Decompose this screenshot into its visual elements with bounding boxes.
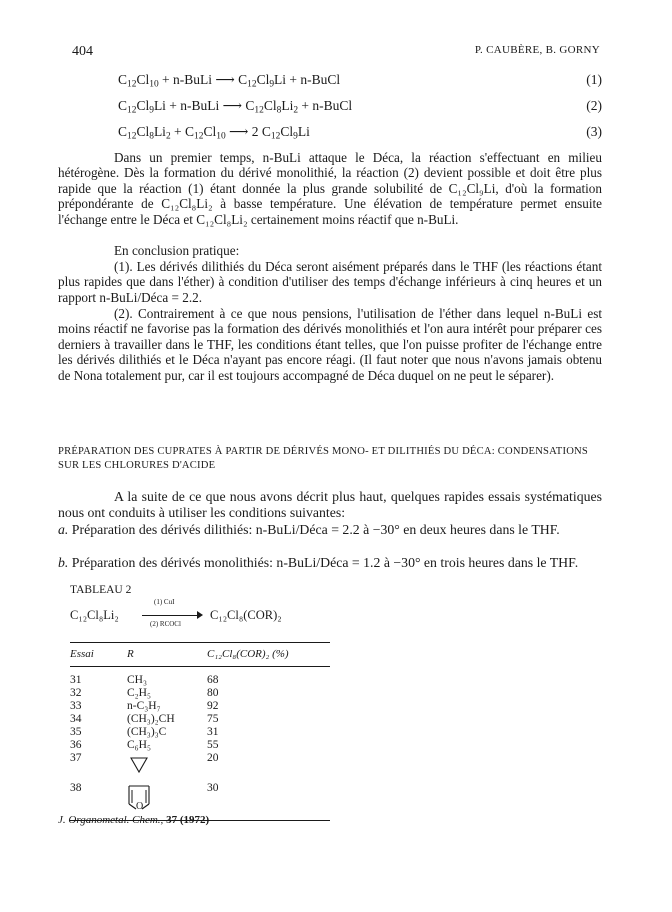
cell-essai: 33: [70, 700, 82, 712]
cell-yield: 92: [207, 700, 219, 712]
scheme-condition-2: (2) RCOCl: [150, 620, 181, 628]
journal-footer: [58, 814, 209, 826]
arrow-head-icon: [197, 611, 203, 619]
cell-yield: 31: [207, 726, 219, 738]
paragraph-point-1: (1). Les dérivés dilithiés du Déca seront aisément préparés dans le THF (les réactions étant plus rapides que dans l'éther) à condition d'utiliser des temps d'échange inférieurs à cinq heures et un rapport n-BuLi/Déca = 2.2.: [58, 259, 602, 305]
cell-yield: 20: [207, 752, 219, 764]
reaction-scheme: [70, 598, 390, 632]
cell-essai: 31: [70, 674, 82, 686]
condition-a-label: a.: [58, 522, 69, 537]
cell-yield: 80: [207, 687, 219, 699]
cyclopropyl-ring-icon: [130, 756, 148, 774]
cell-r: C₂H₅: [127, 687, 151, 699]
table-row: [70, 674, 330, 687]
paragraph-condition-b: [58, 555, 602, 571]
equation-1-formula: $C_{12}Cl_{10}$ + n-BuLi ⟶ $C_{12}Cl_9Li$ + n-BuCl: [118, 72, 341, 90]
ring-oxygen-label: O: [136, 801, 144, 812]
cell-essai: 32: [70, 687, 82, 699]
table-row: [70, 752, 330, 780]
paragraph-heterogeneous-medium: Dans un premier temps, n-BuLi attaque le Déca, la réaction s'effectuant en milieu hétérogène. Dès la formation du dérivé monolithié, la réaction (2) devient possible et doit être plus rapide que la réaction (1) étant donnée la plus grande solubilité de C₁₂Cl₉Li, d'où la formation prépondérante de C₁₂Cl₈Li₂ à basse température. Une élévation de température permet ensuite l'échange entre le Déca et C₁₂Cl₈Li₂ certainement moins réactif que n-BuLi.: [58, 150, 602, 227]
equation-2-number: (2): [586, 98, 602, 113]
equation-3-number: (3): [586, 124, 602, 139]
equation-1: [118, 72, 602, 90]
table-header-rule: [70, 666, 330, 667]
cell-essai: 34: [70, 713, 82, 725]
cell-essai: 37: [70, 752, 82, 764]
equation-2-formula: $C_{12}Cl_9Li$ + n-BuLi ⟶ $C_{12}Cl_8Li_2$ + n-BuCl: [118, 98, 353, 116]
cell-yield: 75: [207, 713, 219, 725]
equation-3: [118, 124, 602, 142]
condition-b-text: Préparation des dérivés monolithiés: n-BuLi/Déca = 1.2 à −30° en trois heures dans le THF.: [68, 555, 579, 570]
page-header: [72, 44, 600, 62]
table-row: [70, 687, 330, 700]
header-essai: Essai: [70, 648, 94, 660]
scheme-condition-1: (1) CuI: [154, 598, 175, 606]
condition-a-text: Préparation des dérivés dilithiés: n-BuLi/Déca = 2.2 à −30° en deux heures dans le THF.: [68, 522, 560, 537]
cell-r: C₆H₅: [127, 739, 151, 751]
table-row: [70, 726, 330, 739]
cell-r: (CH₃)₃C: [127, 726, 167, 738]
section-heading: PRÉPARATION DES CUPRATES À PARTIR DE DÉRIVÉS MONO- ET DILITHIÉS DU DÉCA: CONDENSATIONS SUR LES CHLORURES D'ACIDE: [58, 446, 588, 471]
cell-essai: 35: [70, 726, 82, 738]
equation-2: [118, 98, 602, 116]
cell-essai: 36: [70, 739, 82, 751]
table-top-rule: [70, 642, 330, 643]
condition-b-label: b.: [58, 555, 69, 570]
arrow-shaft-icon: [142, 615, 200, 616]
table-row: [70, 782, 330, 816]
table-row: [70, 700, 330, 713]
table-row: [70, 713, 330, 726]
scheme-product: C₁₂Cl₈(COR)₂: [210, 608, 282, 622]
cell-yield: 68: [207, 674, 219, 686]
running-head: P. CAUBÈRE, B. GORNY: [474, 44, 600, 56]
table-title: TABLEAU 2: [70, 584, 132, 596]
footer-journal: J. Organometal. Chem.,: [58, 814, 164, 826]
footer-volume: 37: [166, 814, 178, 826]
page-number: 404: [72, 44, 93, 59]
cell-essai: 38: [70, 782, 82, 794]
cell-r: (CH₃)₂CH: [127, 713, 175, 725]
cell-r: n-C₃H₇: [127, 700, 161, 712]
scheme-reactant: C₁₂Cl₈Li₂: [70, 608, 119, 622]
paragraph-practical-conclusion: En conclusion pratique:: [114, 243, 240, 258]
table-row: [70, 739, 330, 752]
reaction-arrow: [142, 598, 204, 632]
header-yield: C₁₂Cl₈(COR)₂ (%): [207, 648, 289, 660]
footer-year: (1972): [179, 814, 210, 826]
equation-3-formula: $C_{12}Cl_8Li_2 + C_{12}Cl_{10}$ ⟶ 2 $C_{12}Cl_9Li$: [118, 124, 310, 142]
cell-yield: 55: [207, 739, 219, 751]
paragraph-conditions-intro: A la suite de ce que nous avons décrit plus haut, quelques rapides essais systématiques nous ont conduits à utiliser les conditions suivantes:: [58, 489, 602, 520]
paragraph-condition-a: [58, 522, 602, 538]
equation-1-number: (1): [586, 72, 602, 87]
cell-r: CH₃: [127, 674, 147, 686]
paragraph-point-2: (2). Contrairement à ce que nous pensions, l'utilisation de l'éther dans lequel n-BuLi est moins réactif ne favorise pas la formation des dérivés monolithiés et l'on aura intérêt pour préparer ces derniers à travailler dans le THF, les conditions étant telles, que l'on puisse profiter de l'échange entre les dérivés dilithiés et le Déca n'ayant pas encore réagi. (Il faut noter que nous n'avons jamais obtenu de Nona totalement pur, car il est toujours accompagné de Déca duquel on ne peut le séparer).: [58, 306, 602, 383]
header-r: R: [127, 648, 134, 660]
cell-yield: 30: [207, 782, 219, 794]
